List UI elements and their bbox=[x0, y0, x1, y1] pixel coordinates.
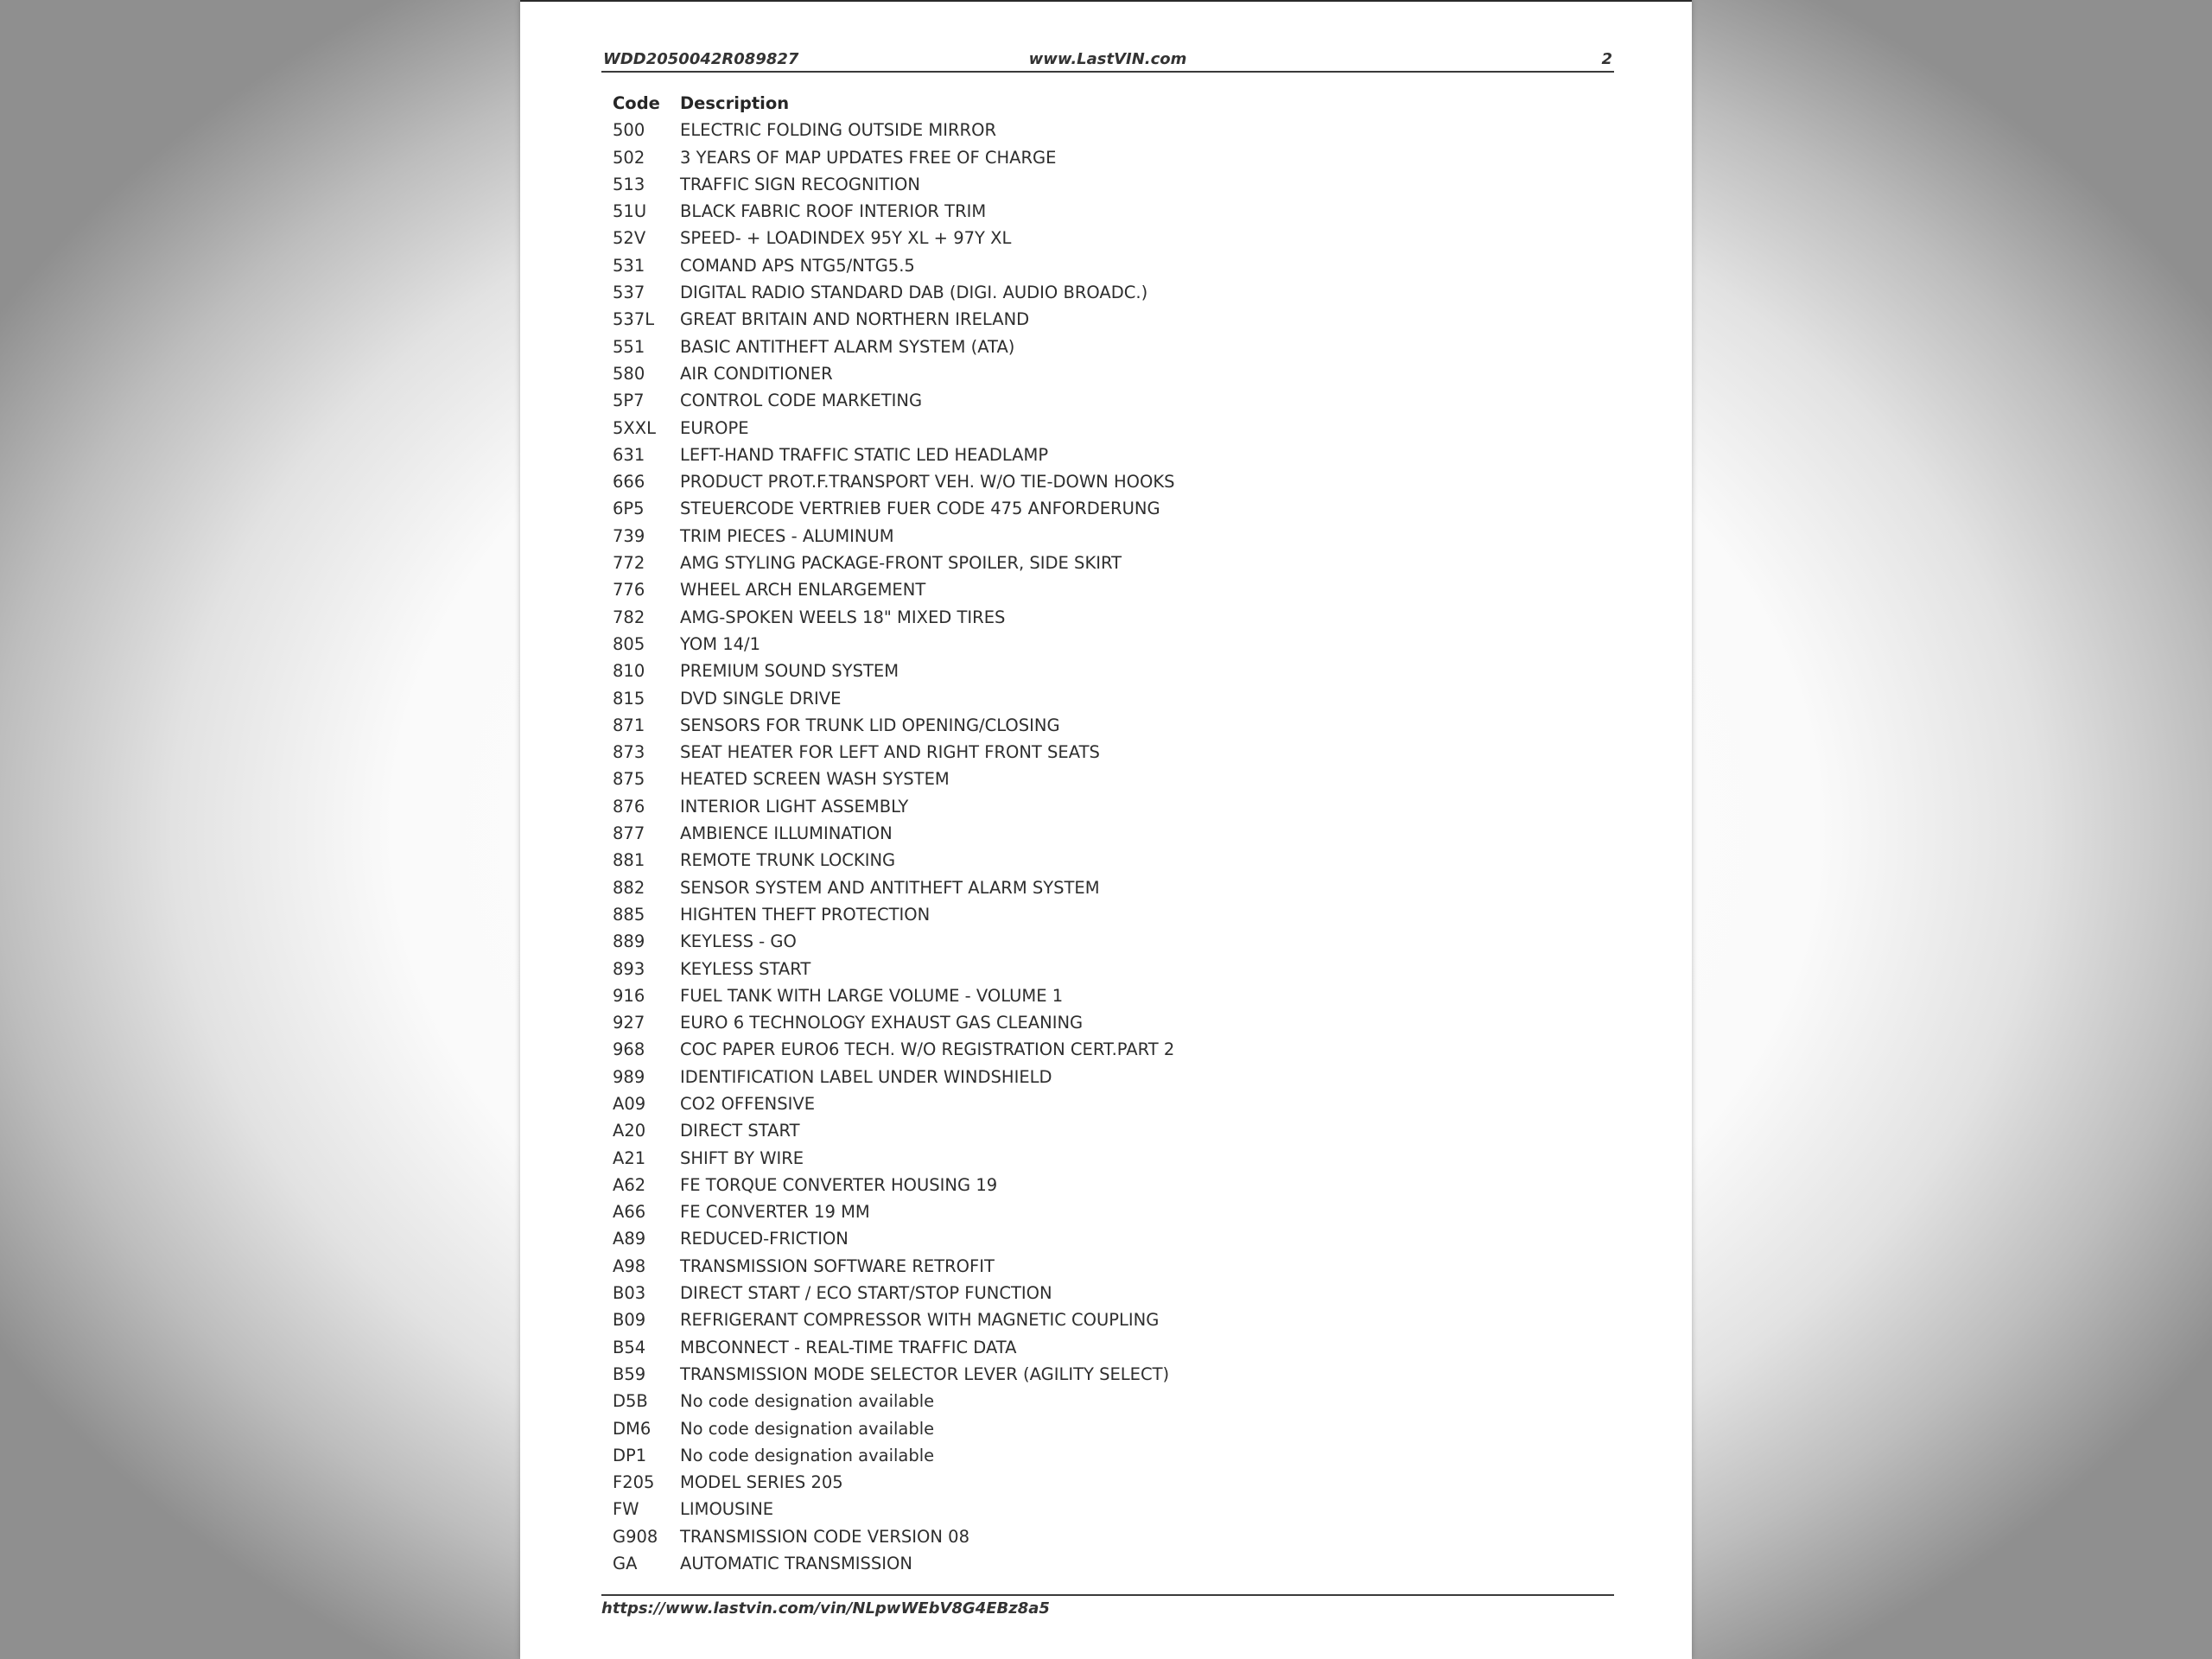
table-row bbox=[613, 550, 1174, 576]
table-row bbox=[613, 1064, 1174, 1090]
option-code: 782 bbox=[613, 607, 645, 627]
option-description: CO2 OFFENSIVE bbox=[680, 1093, 816, 1114]
table-row bbox=[613, 1306, 1174, 1333]
table-row bbox=[613, 658, 1174, 684]
option-description: BLACK FABRIC ROOF INTERIOR TRIM bbox=[680, 201, 987, 222]
option-description: COMAND APS NTG5/NTG5.5 bbox=[680, 255, 915, 276]
option-code: 537 bbox=[613, 283, 645, 303]
table-row bbox=[613, 279, 1174, 306]
table-row bbox=[613, 198, 1174, 225]
option-code: A21 bbox=[613, 1147, 646, 1168]
option-code: 885 bbox=[613, 904, 645, 925]
table-row bbox=[613, 252, 1174, 279]
table-row bbox=[613, 523, 1174, 550]
table-row bbox=[613, 1036, 1174, 1063]
option-description: REDUCED-FRICTION bbox=[680, 1229, 849, 1249]
table-row bbox=[613, 1388, 1174, 1414]
table-row bbox=[613, 387, 1174, 414]
table-row bbox=[613, 442, 1174, 468]
option-code: 882 bbox=[613, 877, 645, 898]
table-row bbox=[613, 982, 1174, 1009]
table-row bbox=[613, 847, 1174, 874]
table-row bbox=[613, 739, 1174, 766]
option-code: B54 bbox=[613, 1337, 646, 1357]
table-row bbox=[613, 1172, 1174, 1198]
table-row bbox=[613, 1145, 1174, 1172]
option-description: KEYLESS - GO bbox=[680, 931, 797, 952]
table-row bbox=[613, 1225, 1174, 1252]
table-row bbox=[613, 1253, 1174, 1280]
option-code: 889 bbox=[613, 931, 645, 952]
option-code: A98 bbox=[613, 1255, 646, 1276]
table-row bbox=[613, 1009, 1174, 1036]
option-code: 989 bbox=[613, 1066, 645, 1087]
page-header bbox=[601, 48, 1614, 73]
table-row bbox=[613, 685, 1174, 712]
option-code: B09 bbox=[613, 1310, 646, 1331]
option-code: 580 bbox=[613, 363, 645, 384]
option-description: FUEL TANK WITH LARGE VOLUME - VOLUME 1 bbox=[680, 985, 1064, 1006]
option-description: INTERIOR LIGHT ASSEMBLY bbox=[680, 796, 909, 817]
option-code: B59 bbox=[613, 1363, 646, 1384]
option-description: IDENTIFICATION LABEL UNDER WINDSHIELD bbox=[680, 1066, 1052, 1087]
option-description: AMG-SPOKEN WEELS 18" MIXED TIRES bbox=[680, 607, 1006, 627]
option-description: WHEEL ARCH ENLARGEMENT bbox=[680, 580, 926, 601]
option-code: F205 bbox=[613, 1472, 655, 1493]
option-description: SENSORS FOR TRUNK LID OPENING/CLOSING bbox=[680, 715, 1060, 735]
table-row bbox=[613, 820, 1174, 847]
table-row bbox=[613, 495, 1174, 522]
description-column-header: Description bbox=[680, 93, 790, 113]
option-description: TRANSMISSION SOFTWARE RETROFIT bbox=[680, 1255, 995, 1276]
option-code: 52V bbox=[613, 228, 646, 249]
option-description: EUROPE bbox=[680, 417, 749, 438]
table-row bbox=[613, 360, 1174, 387]
table-row bbox=[613, 415, 1174, 442]
option-description: TRANSMISSION MODE SELECTOR LEVER (AGILITY SELECT) bbox=[680, 1363, 1170, 1384]
option-code: B03 bbox=[613, 1283, 646, 1304]
option-code: 873 bbox=[613, 742, 645, 763]
table-header-row bbox=[613, 90, 1174, 117]
option-description: GREAT BRITAIN AND NORTHERN IRELAND bbox=[680, 309, 1030, 330]
option-description: HIGHTEN THEFT PROTECTION bbox=[680, 904, 931, 925]
option-code: 531 bbox=[613, 255, 645, 276]
option-code: A66 bbox=[613, 1202, 646, 1223]
option-code: 739 bbox=[613, 525, 645, 546]
option-description: DIRECT START bbox=[680, 1121, 800, 1141]
option-description: REFRIGERANT COMPRESSOR WITH MAGNETIC COUPLING bbox=[680, 1310, 1160, 1331]
table-row bbox=[613, 1469, 1174, 1496]
table-row bbox=[613, 928, 1174, 955]
option-code: 5XXL bbox=[613, 417, 656, 438]
option-description: SEAT HEATER FOR LEFT AND RIGHT FRONT SEATS bbox=[680, 742, 1100, 763]
option-code: 805 bbox=[613, 633, 645, 654]
table-row bbox=[613, 576, 1174, 603]
option-description: AMG STYLING PACKAGE-FRONT SPOILER, SIDE SKIRT bbox=[680, 553, 1122, 574]
document-page bbox=[520, 0, 1692, 1659]
option-description: KEYLESS START bbox=[680, 958, 811, 979]
table-row bbox=[613, 1361, 1174, 1388]
option-description: LEFT-HAND TRAFFIC STATIC LED HEADLAMP bbox=[680, 444, 1049, 465]
option-description: AIR CONDITIONER bbox=[680, 363, 833, 384]
footer-url: https://www.lastvin.com/vin/NLpwWEbV8G4EBz8a5 bbox=[601, 1599, 1050, 1618]
option-description: FE TORQUE CONVERTER HOUSING 19 bbox=[680, 1174, 998, 1195]
option-code: A09 bbox=[613, 1093, 646, 1114]
table-row bbox=[613, 1442, 1174, 1469]
option-code: 551 bbox=[613, 336, 645, 357]
table-row bbox=[613, 1280, 1174, 1306]
option-description: MODEL SERIES 205 bbox=[680, 1472, 843, 1493]
option-description: EURO 6 TECHNOLOGY EXHAUST GAS CLEANING bbox=[680, 1013, 1084, 1033]
table-row bbox=[613, 901, 1174, 928]
option-description: YOM 14/1 bbox=[680, 633, 761, 654]
option-code: DM6 bbox=[613, 1418, 652, 1439]
option-code: 810 bbox=[613, 661, 645, 682]
option-description: PRODUCT PROT.F.TRANSPORT VEH. W/O TIE-DOWN HOOKS bbox=[680, 472, 1175, 493]
table-row bbox=[613, 117, 1174, 143]
option-description: FE CONVERTER 19 MM bbox=[680, 1202, 870, 1223]
option-description: DIRECT START / ECO START/STOP FUNCTION bbox=[680, 1283, 1052, 1304]
option-code: 893 bbox=[613, 958, 645, 979]
option-description: SHIFT BY WIRE bbox=[680, 1147, 804, 1168]
vin-number: WDD2050042R089827 bbox=[603, 50, 799, 68]
option-code: 772 bbox=[613, 553, 645, 574]
option-description: SPEED- + LOADINDEX 95Y XL + 97Y XL bbox=[680, 228, 1012, 249]
option-description: PREMIUM SOUND SYSTEM bbox=[680, 661, 899, 682]
table-row bbox=[613, 334, 1174, 360]
table-row bbox=[613, 631, 1174, 658]
option-description: No code designation available bbox=[680, 1445, 935, 1465]
option-description: DVD SINGLE DRIVE bbox=[680, 688, 842, 709]
option-code: 877 bbox=[613, 823, 645, 844]
option-code: 51U bbox=[613, 201, 647, 222]
table-row bbox=[613, 874, 1174, 901]
option-code: 916 bbox=[613, 985, 645, 1006]
option-description: SENSOR SYSTEM AND ANTITHEFT ALARM SYSTEM bbox=[680, 877, 1100, 898]
option-code: A89 bbox=[613, 1229, 646, 1249]
option-description: MBCONNECT - REAL-TIME TRAFFIC DATA bbox=[680, 1337, 1017, 1357]
table-row bbox=[613, 766, 1174, 792]
table-row bbox=[613, 1198, 1174, 1225]
option-code: 927 bbox=[613, 1013, 645, 1033]
option-description: STEUERCODE VERTRIEB FUER CODE 475 ANFORDERUNG bbox=[680, 499, 1160, 519]
table-row bbox=[613, 225, 1174, 251]
option-description: ELECTRIC FOLDING OUTSIDE MIRROR bbox=[680, 120, 997, 141]
option-code: GA bbox=[613, 1554, 638, 1574]
option-description: COC PAPER EURO6 TECH. W/O REGISTRATION CERT.PART 2 bbox=[680, 1039, 1175, 1060]
option-description: AUTOMATIC TRANSMISSION bbox=[680, 1554, 912, 1574]
option-description: No code designation available bbox=[680, 1391, 935, 1412]
option-code: 502 bbox=[613, 147, 645, 168]
table-row bbox=[613, 1496, 1174, 1522]
option-code: 815 bbox=[613, 688, 645, 709]
page-number: 2 bbox=[1601, 50, 1612, 68]
option-code: 6P5 bbox=[613, 499, 645, 519]
site-name: www.LastVIN.com bbox=[1028, 50, 1187, 68]
option-description: TRIM PIECES - ALUMINUM bbox=[680, 525, 894, 546]
option-code: 513 bbox=[613, 174, 645, 194]
option-code: 876 bbox=[613, 796, 645, 817]
table-row bbox=[613, 956, 1174, 982]
table-row bbox=[613, 144, 1174, 171]
table-row bbox=[613, 306, 1174, 333]
option-code: 500 bbox=[613, 120, 645, 141]
option-description: LIMOUSINE bbox=[680, 1499, 774, 1520]
option-description: No code designation available bbox=[680, 1418, 935, 1439]
option-code: 631 bbox=[613, 444, 645, 465]
option-description: HEATED SCREEN WASH SYSTEM bbox=[680, 769, 950, 790]
option-code: A62 bbox=[613, 1174, 646, 1195]
table-row bbox=[613, 604, 1174, 631]
option-code: 881 bbox=[613, 850, 645, 871]
table-row bbox=[613, 1550, 1174, 1577]
option-description: REMOTE TRUNK LOCKING bbox=[680, 850, 896, 871]
table-row bbox=[613, 1415, 1174, 1442]
table-row bbox=[613, 1090, 1174, 1117]
option-code: 871 bbox=[613, 715, 645, 735]
option-code: 776 bbox=[613, 580, 645, 601]
table-row bbox=[613, 1523, 1174, 1550]
option-code: D5B bbox=[613, 1391, 648, 1412]
option-description: DIGITAL RADIO STANDARD DAB (DIGI. AUDIO BROADC.) bbox=[680, 283, 1148, 303]
table-row bbox=[613, 468, 1174, 495]
option-code: 968 bbox=[613, 1039, 645, 1060]
option-code: 537L bbox=[613, 309, 655, 330]
option-description: TRAFFIC SIGN RECOGNITION bbox=[680, 174, 920, 194]
option-description: TRANSMISSION CODE VERSION 08 bbox=[680, 1526, 969, 1547]
option-code: 875 bbox=[613, 769, 645, 790]
table-row bbox=[613, 1117, 1174, 1144]
option-code: FW bbox=[613, 1499, 639, 1520]
option-code: G908 bbox=[613, 1526, 658, 1547]
table-row bbox=[613, 1334, 1174, 1361]
option-code: 666 bbox=[613, 472, 645, 493]
table-row bbox=[613, 712, 1174, 739]
table-body bbox=[613, 117, 1174, 1577]
option-description: AMBIENCE ILLUMINATION bbox=[680, 823, 893, 844]
option-code-table bbox=[613, 90, 1174, 1577]
option-code: DP1 bbox=[613, 1445, 647, 1465]
table-row bbox=[613, 793, 1174, 820]
option-code: 5P7 bbox=[613, 391, 645, 411]
code-column-header: Code bbox=[613, 93, 660, 113]
page-footer bbox=[601, 1594, 1614, 1618]
option-code: A20 bbox=[613, 1121, 646, 1141]
option-description: 3 YEARS OF MAP UPDATES FREE OF CHARGE bbox=[680, 147, 1057, 168]
option-description: CONTROL CODE MARKETING bbox=[680, 391, 923, 411]
option-description: BASIC ANTITHEFT ALARM SYSTEM (ATA) bbox=[680, 336, 1015, 357]
table-row bbox=[613, 171, 1174, 198]
